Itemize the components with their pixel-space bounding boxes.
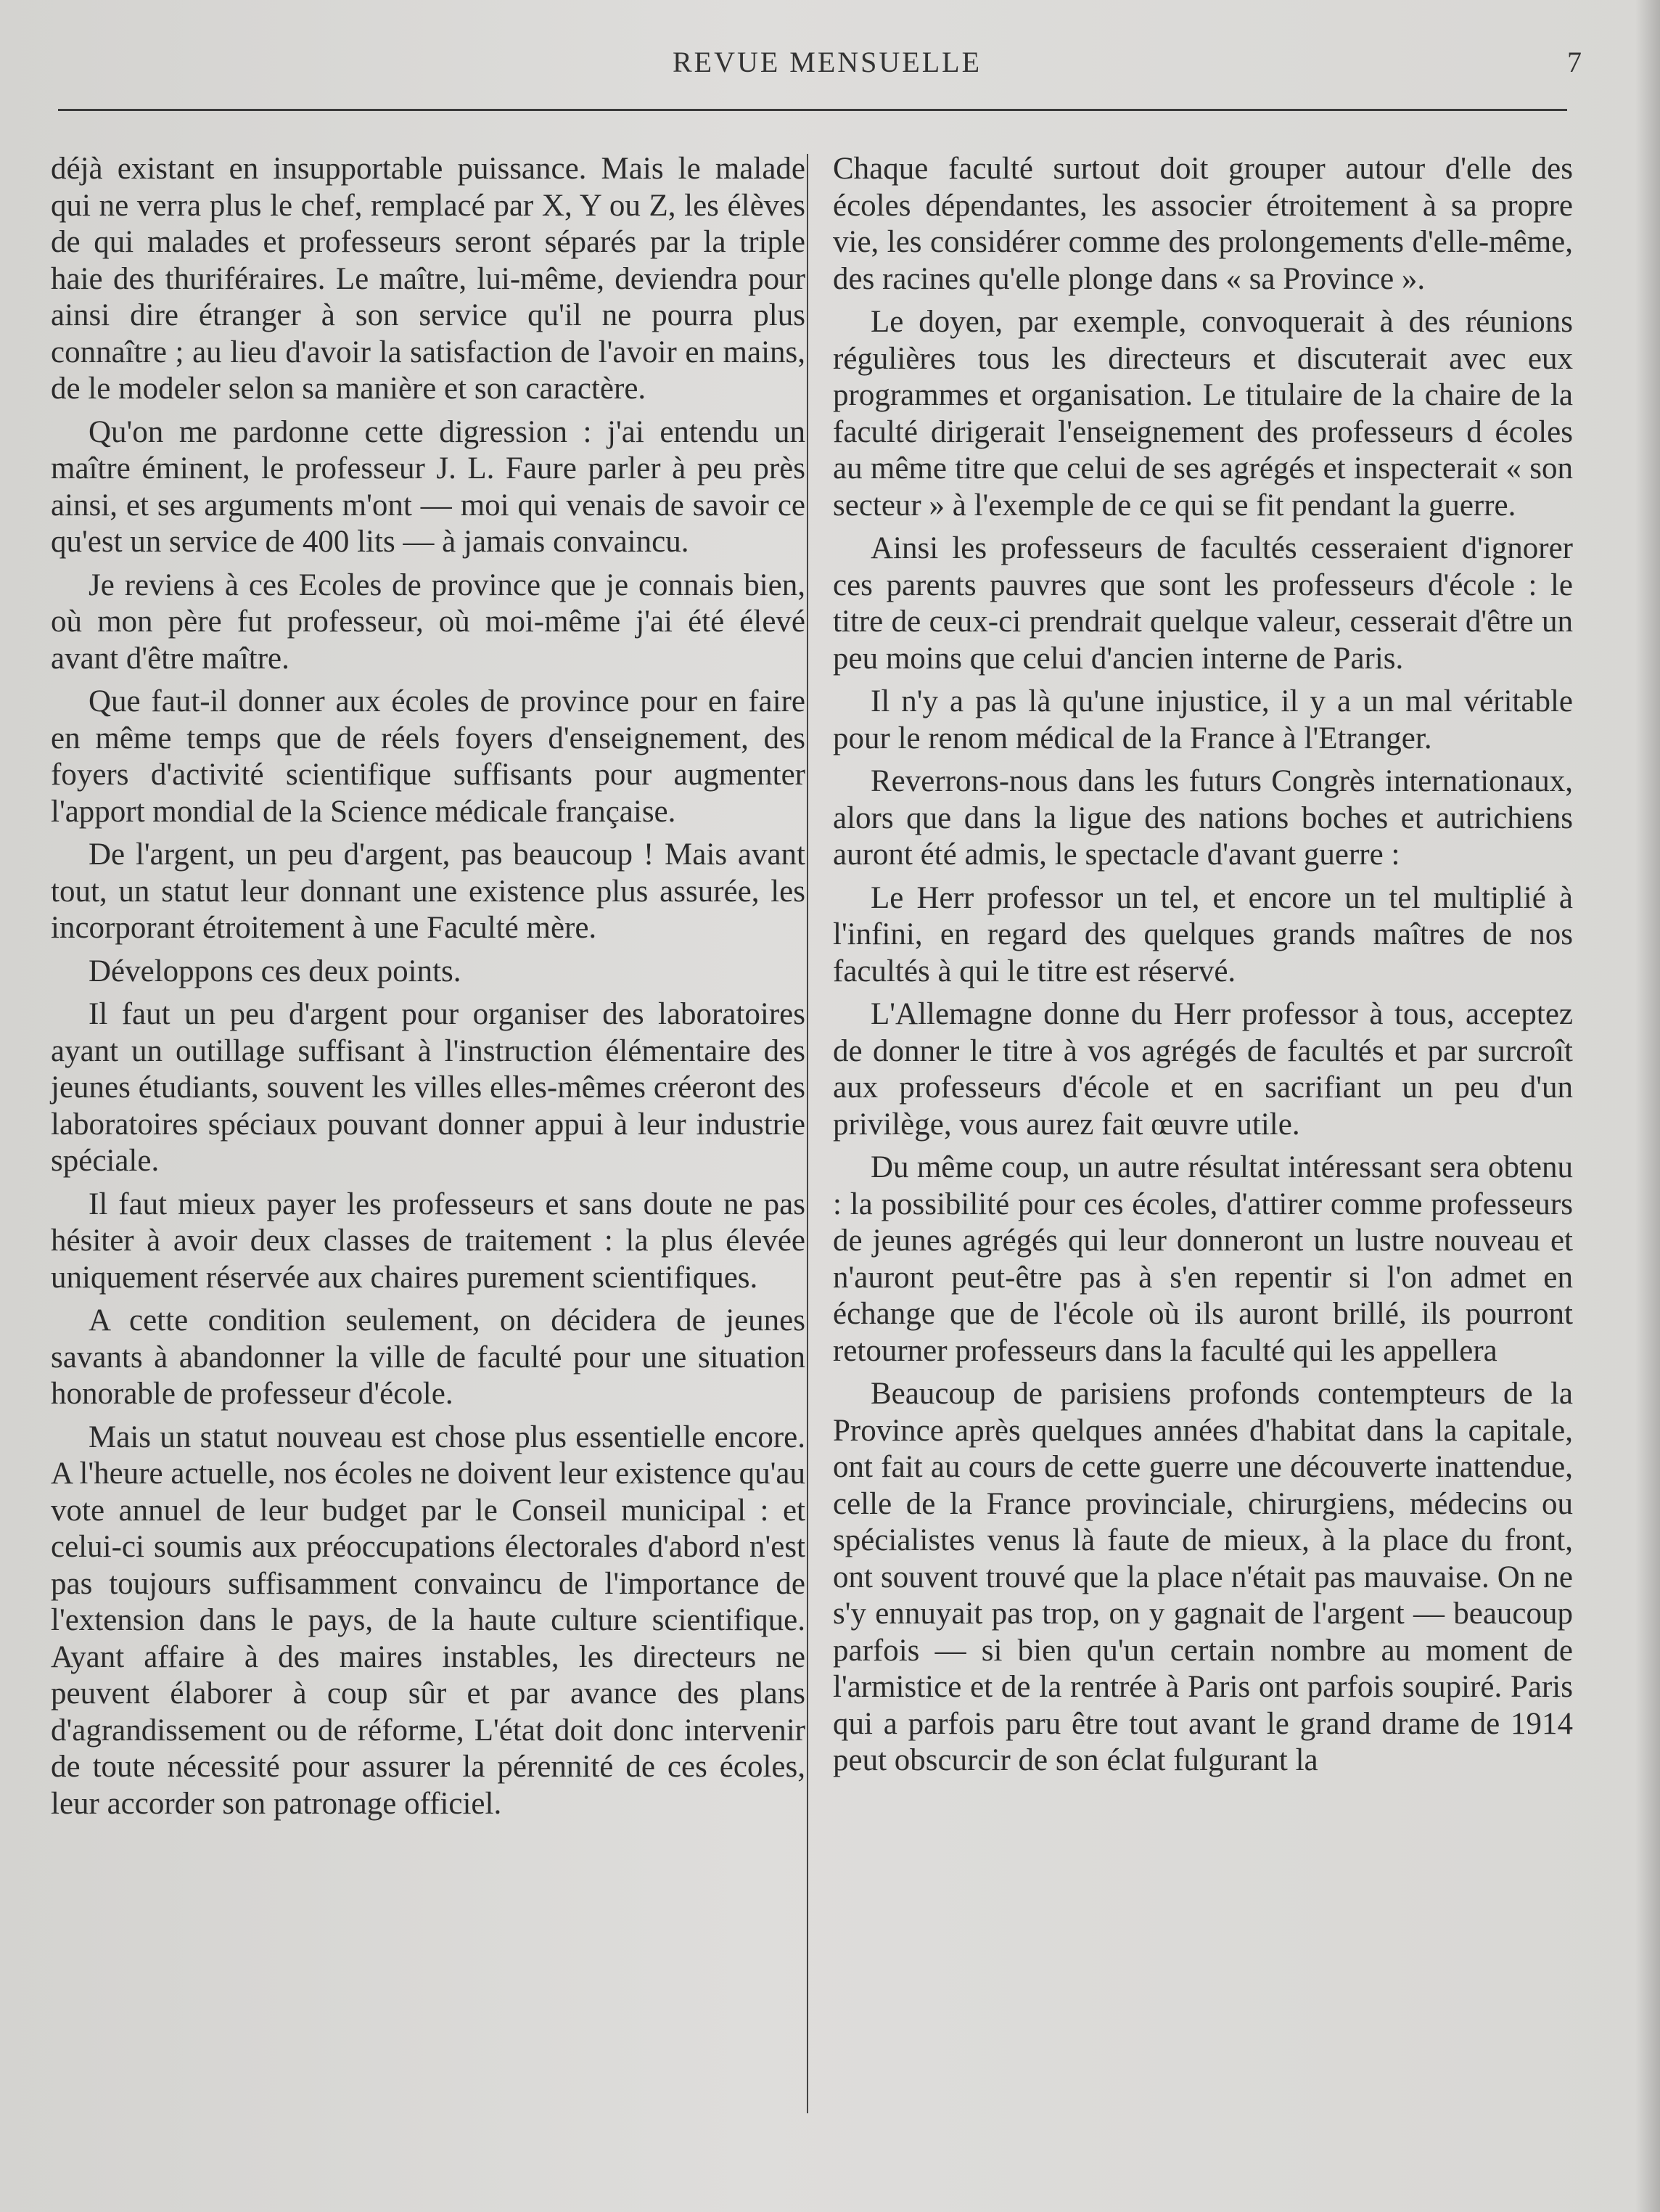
paragraph: déjà existant en insupportable puissance. Mais le malade qui ne verra plus le chef, remplacé par X, Y ou Z, les élèves de qui malades et professeurs seront séparés par la triple haie des thuriféraires. Le maître, lui-même, deviendra pour ainsi dire étranger à son service qu'il ne pourra plus connaître ; au lieu d'avoir la satisfaction de l'avoir en mains, de le modeler selon sa manière et son caractère.	[51, 152, 805, 406]
left-column	[51, 151, 805, 1829]
paragraph: Le Herr professor un tel, et encore un tel multiplié à l'infini, en regard des quelques grands maîtres de nos facultés à qui le titre est réservé.	[833, 880, 1573, 988]
paragraph: Reverrons-nous dans les futurs Congrès internationaux, alors que dans la ligue des nations boches et autrichiens auront été admis, le spectacle d'avant guerre :	[833, 764, 1573, 872]
paragraph: Que faut-il donner aux écoles de province pour en faire en même temps que de réels foyers d'enseignement, des foyers d'activité scientifique suffisants pour augmenter l'apport mondial de la Science médicale française.	[51, 684, 805, 829]
header-rule	[58, 109, 1567, 111]
page-header	[0, 45, 1660, 89]
column-divider	[807, 154, 808, 2113]
paragraph: Je reviens à ces Ecoles de province que je connais bien, où mon père fut professeur, où moi-même j'ai été élevé avant d'être maître.	[51, 568, 805, 676]
paragraph: A cette condition seulement, on décidera de jeunes savants à abandonner la ville de faculté pour une situation honorable de professeur d'école.	[51, 1303, 805, 1411]
paragraph: Qu'on me pardonne cette digression : j'ai entendu un maître éminent, le professeur J. L. Faure parler à peu près ainsi, et ses arguments m'ont — moi qui venais de savoir ce qu'est un service de 400 lits — à jamais convaincu.	[51, 414, 805, 559]
page-edge-shadow	[1635, 0, 1660, 2212]
paragraph: Le doyen, par exemple, convoquerait à des réunions régulières tous les directeurs et discuterait avec eux programmes et organisation. Le titulaire de la chaire de la faculté dirigerait l'enseignement des professeurs d écoles au même titre que celui de ses agrégés et inspecterait « son secteur » à l'exemple de ce qui se fit pendant la guerre.	[833, 305, 1573, 523]
paragraph: De l'argent, un peu d'argent, pas beaucoup ! Mais avant tout, un statut leur donnant une existence plus assurée, les incorporant étroitement à une Faculté mère.	[51, 837, 805, 945]
paragraph: Il faut mieux payer les professeurs et sans doute ne pas hésiter à avoir deux classes de traitement : la plus élevée uniquement réservée aux chaires purement scientifiques.	[51, 1187, 805, 1295]
paragraph: L'Allemagne donne du Herr professor à tous, acceptez de donner le titre à vos agrégés de facultés et par surcroît aux professeurs d'école et en sacrifiant un peu d'un privilège, vous aurez fait œuvre utile.	[833, 997, 1573, 1142]
running-title: REVUE MENSUELLE	[672, 46, 982, 78]
right-column	[833, 151, 1573, 1786]
paragraph: Ainsi les professeurs de facultés cesseraient d'ignorer ces parents pauvres que sont les professeurs d'école : le titre de ceux-ci prendrait quelque valeur, cesserait d'être un peu moins que celui d'ancien interne de Paris.	[833, 531, 1573, 676]
paragraph: Développons ces deux points.	[89, 954, 461, 988]
page-number: 7	[1567, 46, 1582, 78]
paragraph: Il faut un peu d'argent pour organiser des laboratoires ayant un outillage suffisant à l'instruction élémentaire des jeunes étudiants, souvent les villes elles-mêmes créeront des laboratoires spéciaux pouvant donner appui à leur industrie spéciale.	[51, 997, 805, 1178]
paragraph: Beaucoup de parisiens profonds contempteurs de la Province après quelques années d'habitat dans la capitale, ont fait au cours de cette guerre une découverte inattendue, celle de la France provinciale, chirurgiens, médecins ou spécialistes venus là faute de mieux, à la place du front, ont souvent trouvé que la place n'était pas mauvaise. On ne s'y ennuyait pas trop, on y gagnait de l'argent — beaucoup parfois — si bien qu'un certain nombre au moment de l'armistice et de la rentrée à Paris ont parfois soupiré. Paris qui a parfois paru être tout avant le grand drame de 1914 peut obscurcir de son éclat fulgurant la	[833, 1377, 1573, 1777]
paragraph: Chaque faculté surtout doit grouper autour d'elle des écoles dépendantes, les associer étroitement à sa propre vie, les considérer comme des prolongements d'elle-même, des racines qu'elle plonge dans « sa Province ».	[833, 152, 1573, 296]
paragraph: Du même coup, un autre résultat intéressant sera obtenu : la possibilité pour ces écoles, d'attirer comme professeurs de jeunes agrégés qui leur donneront un lustre nouveau et n'auront peut-être pas à s'en repentir si l'on admet en échange que de l'école où ils auront brillé, ils pourront retourner professeurs dans la faculté qui les appellera	[833, 1150, 1573, 1368]
paragraph: Il n'y a pas là qu'une injustice, il y a un mal véritable pour le renom médical de la France à l'Etranger.	[833, 684, 1573, 755]
paragraph: Mais un statut nouveau est chose plus essentielle encore. A l'heure actuelle, nos écoles ne doivent leur existence qu'au vote annuel de leur budget par le Conseil municipal : et celui-ci soumis aux préoccupations électorales d'abord n'est pas toujours suffisamment convaincu de l'importance de l'extension dans le pays, de la haute culture scientifique. Ayant affaire à des maires instables, les directeurs ne peuvent élaborer à coup sûr et par avance des plans d'agrandissement ou de réforme, L'état doit donc intervenir de toute nécessité pour assurer la pérennité de ces écoles, leur accorder son patronage officiel.	[51, 1420, 805, 1821]
